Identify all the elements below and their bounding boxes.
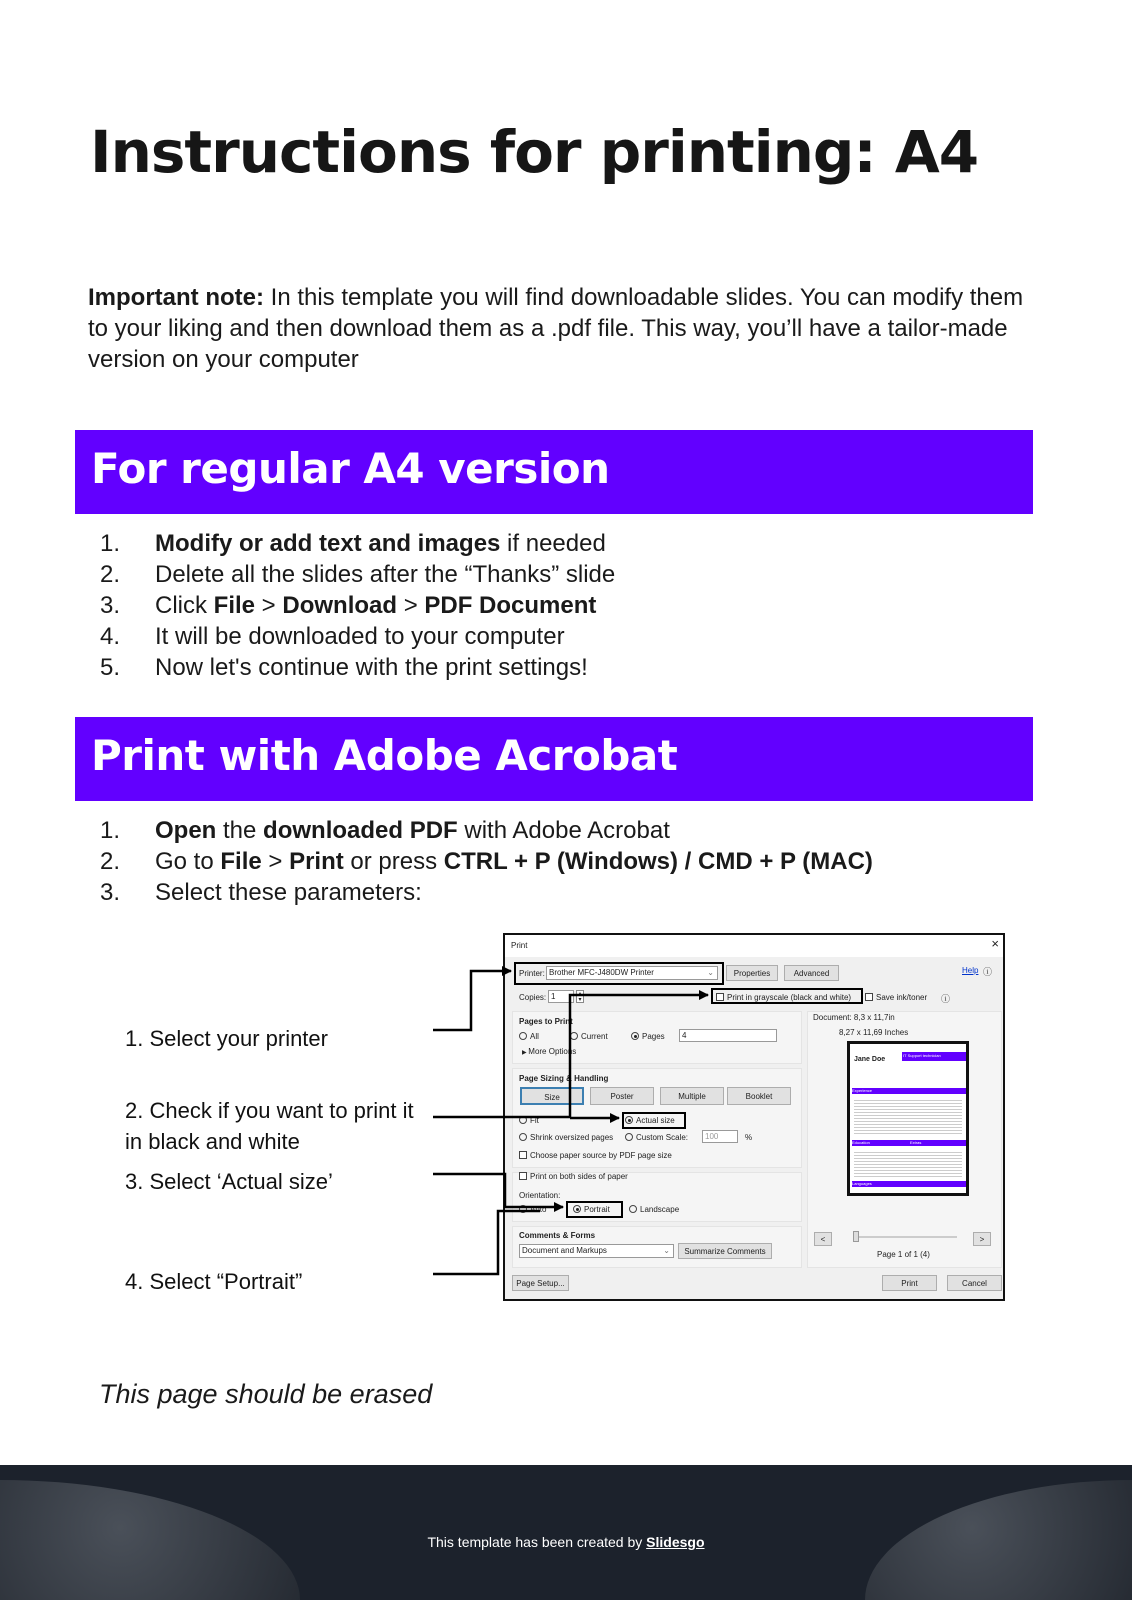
text-part: Now let's continue with the print settings! [155, 654, 588, 681]
copies-input[interactable]: 1 [548, 990, 574, 1003]
text-part: Open [155, 817, 217, 844]
text-part: It will be downloaded to your computer [155, 623, 565, 650]
document-size: Document: 8,3 x 11,7in [813, 1013, 895, 1022]
pages-input[interactable]: 4 [679, 1029, 777, 1042]
next-page-button[interactable]: > [973, 1232, 991, 1246]
radio-label: Shrink oversized pages [530, 1133, 614, 1142]
paper-size: 8,27 x 11,69 Inches [839, 1028, 909, 1037]
save-ink-label: Save ink/toner [876, 993, 928, 1002]
close-icon[interactable]: × [991, 936, 999, 951]
checkbox-label: Choose paper source by PDF page size [530, 1151, 672, 1160]
radio-label: Fit [530, 1116, 539, 1125]
text-part: Go to [155, 848, 221, 875]
text-part: Select these parameters: [155, 879, 422, 906]
list-number: 1. [100, 817, 121, 844]
printer-value: Brother MFC-J480DW Printer [549, 968, 654, 977]
page-title: Instructions for printing: A4 [90, 118, 979, 186]
list-number: 1. [100, 530, 121, 557]
preview-section: Education Extras [852, 1140, 966, 1146]
arrow-printer [433, 971, 511, 1030]
arrow-grayscale [433, 995, 708, 1117]
triangle-right-icon: ▶ [522, 1050, 529, 1056]
orientation-label: Orientation: [519, 1191, 561, 1200]
footer-credit [0, 1534, 1132, 1550]
info-icon: ⓘ [983, 967, 993, 977]
page-info: Page 1 of 1 (4) [877, 1250, 930, 1259]
step-label-portrait: 4. Select “Portrait” [125, 1269, 303, 1294]
checkbox-label: Print on both sides of paper [530, 1172, 628, 1181]
text-part: CTRL + P (Windows) / CMD + P (MAC) [443, 848, 873, 875]
note-label: Important note: [88, 284, 264, 311]
text-part: Modify or add text and images [155, 530, 501, 557]
text-part: > [255, 592, 283, 619]
list-number: 2. [100, 848, 121, 875]
step-label-printer: 1. Select your printer [125, 1026, 328, 1051]
booklet-button[interactable]: Booklet [727, 1087, 791, 1105]
text-part: downloaded PDF [263, 817, 458, 844]
slidesgo-link[interactable]: Slidesgo [646, 1534, 705, 1550]
chevron-down-icon: ⌄ [663, 1246, 670, 1255]
radio-label: Portrait [584, 1205, 610, 1214]
cancel-button[interactable]: Cancel [947, 1275, 1002, 1291]
page-setup-button[interactable]: Page Setup... [512, 1275, 569, 1291]
radio-label: All [530, 1032, 539, 1041]
text-part: > [397, 592, 425, 619]
help-link[interactable]: Help [962, 966, 979, 975]
info-icon: ⓘ [941, 994, 951, 1004]
printer-label: Printer: [519, 969, 545, 978]
scale-input[interactable]: 100 [702, 1130, 738, 1143]
poster-button[interactable]: Poster [590, 1087, 654, 1105]
copies-label: Copies: [519, 993, 547, 1002]
arrow-portrait [433, 1174, 563, 1207]
list-number: 5. [100, 654, 121, 681]
text-part: if needed [500, 530, 606, 557]
note-text: In this template you will find downloadable slides. You can modify them to your liking and then download them as a .pdf file. This way, you’ll have a tailor-made version on your computer [88, 284, 1024, 373]
preview-name: Jane Doe [854, 1056, 886, 1063]
percent-label: % [745, 1133, 753, 1142]
dialog-title: Print [511, 941, 528, 950]
footer-text: This template has been created by [427, 1534, 647, 1550]
list-number: 3. [100, 592, 121, 619]
radio-label: Pages [642, 1032, 665, 1041]
step-label-actual-size: 3. Select ‘Actual size’ [125, 1169, 333, 1194]
radio-label: Actual size [636, 1116, 675, 1125]
list-number: 4. [100, 623, 121, 650]
footer [0, 1465, 1132, 1600]
grayscale-label: Print in grayscale (black and white) [727, 993, 852, 1002]
radio-label: Current [581, 1032, 608, 1041]
properties-button[interactable]: Properties [726, 965, 778, 981]
radio-label: Auto [530, 1205, 547, 1214]
section-heading: For regular A4 version [91, 444, 610, 493]
erase-note: This page should be erased [99, 1379, 433, 1409]
preview-section: Experience [852, 1088, 966, 1094]
text-part: File [213, 592, 256, 619]
more-options-label: More Options [528, 1047, 577, 1056]
step-label-grayscale: 2. Check if you want to print it in black and white [125, 1098, 414, 1154]
prev-page-button[interactable]: < [814, 1232, 832, 1246]
comments-value: Document and Markups [522, 1246, 607, 1255]
radio-label: Custom Scale: [636, 1133, 689, 1142]
text-part: or press [343, 848, 444, 875]
text-part: File [220, 848, 262, 875]
list-number: 3. [100, 879, 121, 906]
text-part: Delete all the slides after the “Thanks” slide [155, 561, 616, 588]
text-part: Print [289, 848, 344, 875]
print-button[interactable]: Print [882, 1275, 937, 1291]
text-part: > [261, 848, 290, 875]
page-sizing-heading: Page Sizing & Handling [519, 1074, 609, 1083]
radio-label: Landscape [640, 1205, 680, 1214]
arrow-portrait-line [433, 1211, 540, 1274]
text-part: Download [282, 592, 398, 619]
list-number: 2. [100, 561, 121, 588]
preview-section: Languages [852, 1181, 966, 1187]
advanced-button[interactable]: Advanced [784, 965, 839, 981]
text-part: Click [155, 592, 214, 619]
pages-to-print-heading: Pages to Print [519, 1017, 573, 1026]
text-part: the [216, 817, 264, 844]
section-heading: Print with Adobe Acrobat [91, 731, 678, 780]
chevron-down-icon: ⌄ [707, 968, 714, 977]
text-part: PDF Document [424, 592, 597, 619]
multiple-button[interactable]: Multiple [660, 1087, 724, 1105]
size-button[interactable]: Size [520, 1087, 584, 1105]
text-part: with Adobe Acrobat [457, 817, 670, 844]
summarize-comments-button[interactable]: Summarize Comments [678, 1243, 772, 1259]
preview-role: IT Support technician [902, 1052, 966, 1061]
copies-stepper[interactable]: ▴ ▾ [576, 990, 584, 1003]
comments-forms-heading: Comments & Forms [519, 1231, 596, 1240]
